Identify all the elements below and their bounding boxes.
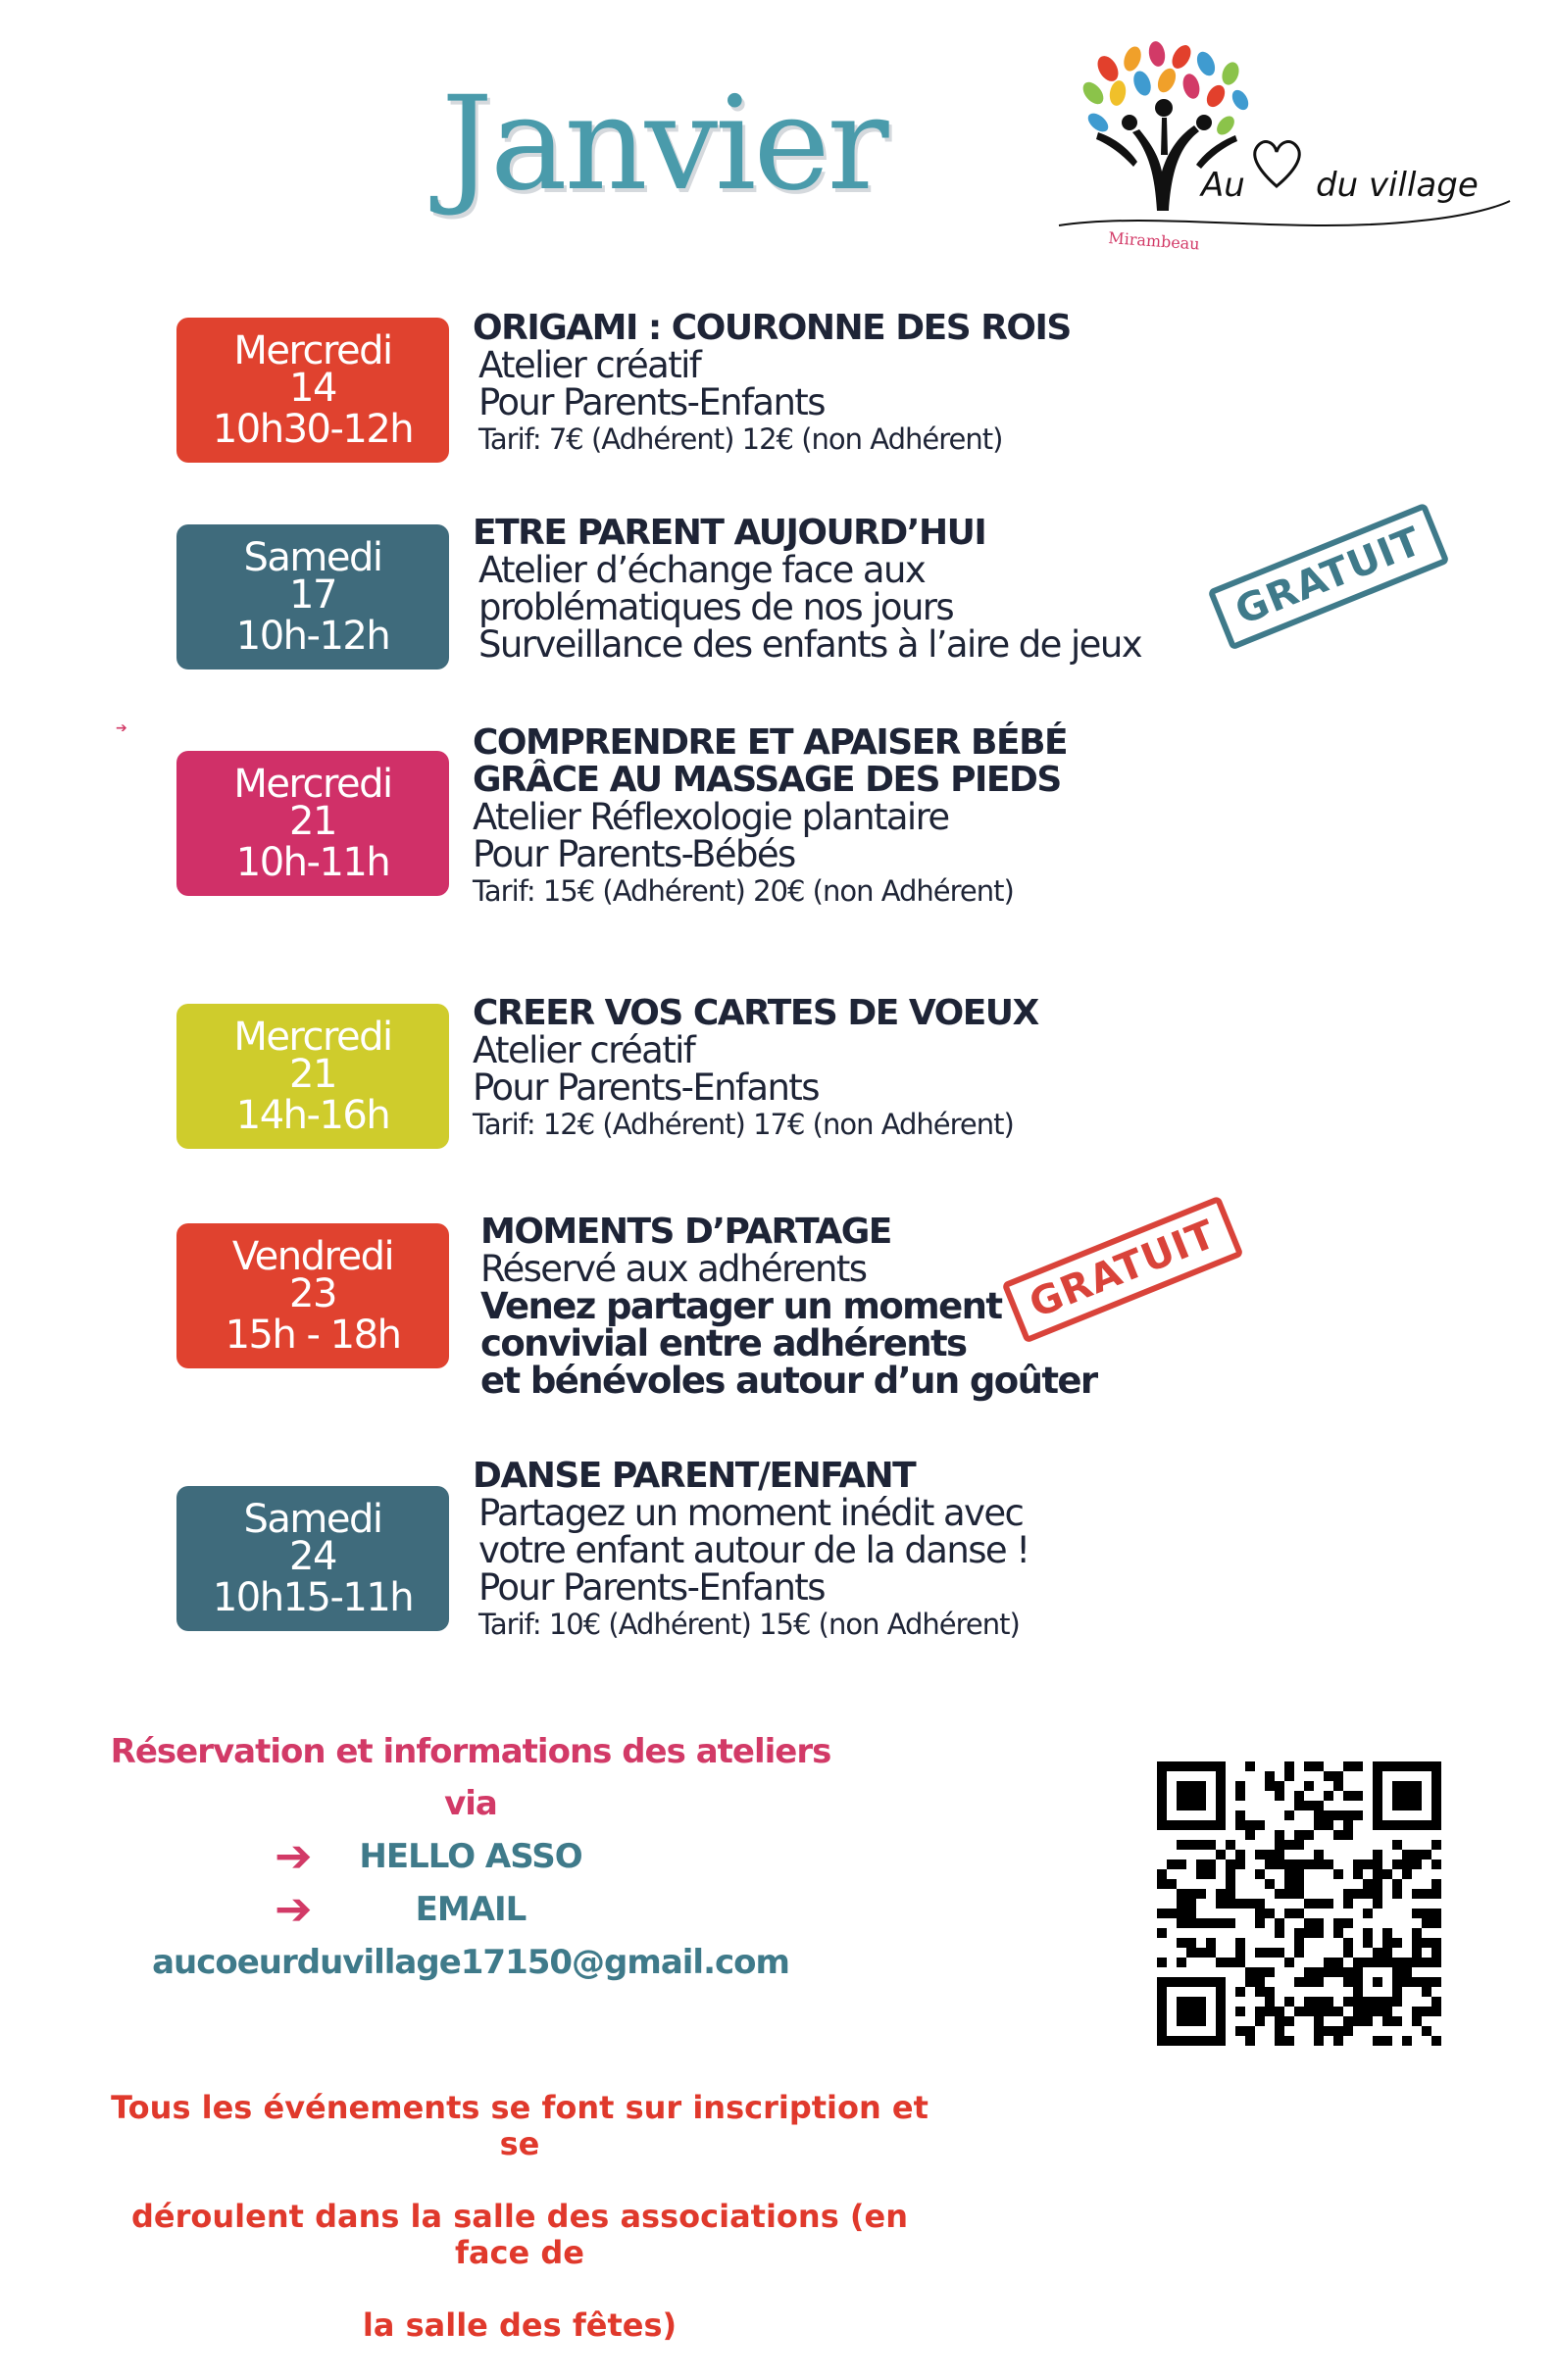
booking-heading: Réservation et informations des ateliers — [110, 1732, 831, 1771]
event-line: Atelier créatif — [478, 344, 701, 386]
event-line: Atelier d’échange face aux — [478, 549, 926, 591]
event-time: 10h-11h — [235, 840, 390, 885]
event-title: CREER VOS CARTES DE VOEUX — [473, 993, 1038, 1033]
event-line: problématiques de nos jours — [478, 586, 954, 628]
event-details-3 — [473, 724, 1257, 909]
event-title: ETRE PARENT AUJOURD’HUI — [473, 513, 986, 553]
event-title: ORIGAMI : COURONNE DES ROIS — [473, 308, 1071, 348]
arrow-right-icon: ➔ — [275, 1882, 313, 1935]
event-day: Mercredi — [233, 328, 392, 373]
association-logo — [1039, 39, 1530, 265]
event-line: Partagez un moment inédit avec — [478, 1492, 1024, 1534]
event-title: DANSE PARENT/ENFANT — [473, 1456, 916, 1496]
date-badge-1 — [176, 318, 449, 463]
event-date: 21 — [289, 1052, 336, 1097]
event-price: Tarif: 12€ (Adhérent) 17€ (non Adhérent) — [473, 1108, 1014, 1141]
event-day: Samedi — [243, 1497, 382, 1542]
event-line: Atelier créatif — [473, 1029, 695, 1071]
date-badge-2 — [176, 524, 449, 669]
email-option[interactable]: EMAIL — [415, 1890, 527, 1929]
event-details-2 — [473, 515, 1257, 664]
small-arrow-icon: ➔ — [116, 720, 127, 736]
event-title: COMPRENDRE ET APAISER BÉBÉ — [473, 722, 1068, 763]
event-date: 14 — [289, 366, 336, 411]
event-time: 10h15-11h — [212, 1575, 414, 1620]
event-date: 21 — [289, 799, 336, 844]
event-title: GRÂCE AU MASSAGE DES PIEDS — [473, 760, 1061, 800]
svg-text:du village: du village — [1316, 166, 1479, 205]
event-line: Pour Parents-Enfants — [473, 1066, 819, 1109]
event-price: Tarif: 15€ (Adhérent) 20€ (non Adhérent) — [473, 874, 1014, 908]
event-line: Venez partager un moment — [480, 1285, 1002, 1327]
event-line: votre enfant autour de la danse ! — [478, 1529, 1029, 1571]
date-badge-5 — [176, 1223, 449, 1368]
event-date: 17 — [289, 572, 336, 618]
svg-text:Au: Au — [1201, 166, 1245, 205]
qr-code[interactable] — [1157, 1761, 1441, 2046]
booking-via: via — [444, 1784, 497, 1823]
event-time: 10h30-12h — [212, 407, 414, 452]
event-line: Pour Parents-Bébés — [473, 833, 795, 875]
event-line: convivial entre adhérents — [480, 1322, 967, 1364]
email-address[interactable]: aucoeurduvillage17150@gmail.com — [152, 1943, 789, 1982]
event-day: Mercredi — [233, 762, 392, 807]
footer-note: Tous les événements se font sur inscription et se déroulent dans la salle des associations (en face de la salle des fêtes) — [111, 2089, 929, 2344]
svg-text:Mirambeau: Mirambeau — [1107, 228, 1201, 254]
heart-icon — [1255, 142, 1300, 186]
event-price: Tarif: 10€ (Adhérent) 15€ (non Adhérent) — [478, 1608, 1020, 1641]
event-details-6 — [473, 1458, 1257, 1642]
event-details-4 — [473, 995, 1257, 1142]
date-badge-3 — [176, 751, 449, 896]
event-line: Atelier Réflexologie plantaire — [473, 796, 949, 838]
arrow-right-icon: ➔ — [275, 1829, 313, 1882]
event-line: Pour Parents-Enfants — [478, 381, 825, 423]
event-day: Vendredi — [231, 1234, 394, 1279]
event-title: MOMENTS D’PARTAGE — [480, 1212, 891, 1252]
event-date: 23 — [289, 1271, 336, 1316]
event-line: Pour Parents-Enfants — [478, 1566, 825, 1609]
page-title: Janvier — [441, 69, 886, 220]
event-line: et bénévoles autour d’un goûter — [480, 1360, 1097, 1402]
date-badge-6 — [176, 1486, 449, 1631]
event-price: Tarif: 7€ (Adhérent) 12€ (non Adhérent) — [478, 422, 1003, 456]
event-day: Samedi — [243, 535, 382, 580]
helloasso-link[interactable]: HELLO ASSO — [359, 1837, 582, 1876]
event-details-1 — [473, 310, 1257, 457]
free-stamp: GRATUIT — [1207, 502, 1450, 650]
event-line: Surveillance des enfants à l’aire de jeux — [478, 623, 1141, 666]
event-time: 14h-16h — [235, 1093, 390, 1138]
event-date: 24 — [289, 1534, 336, 1579]
event-day: Mercredi — [233, 1015, 392, 1060]
event-time: 10h-12h — [235, 614, 390, 659]
free-stamp: GRATUIT — [1001, 1195, 1244, 1343]
event-time: 15h - 18h — [225, 1313, 401, 1358]
event-line: Réservé aux adhérents — [480, 1248, 867, 1290]
date-badge-4 — [176, 1004, 449, 1149]
